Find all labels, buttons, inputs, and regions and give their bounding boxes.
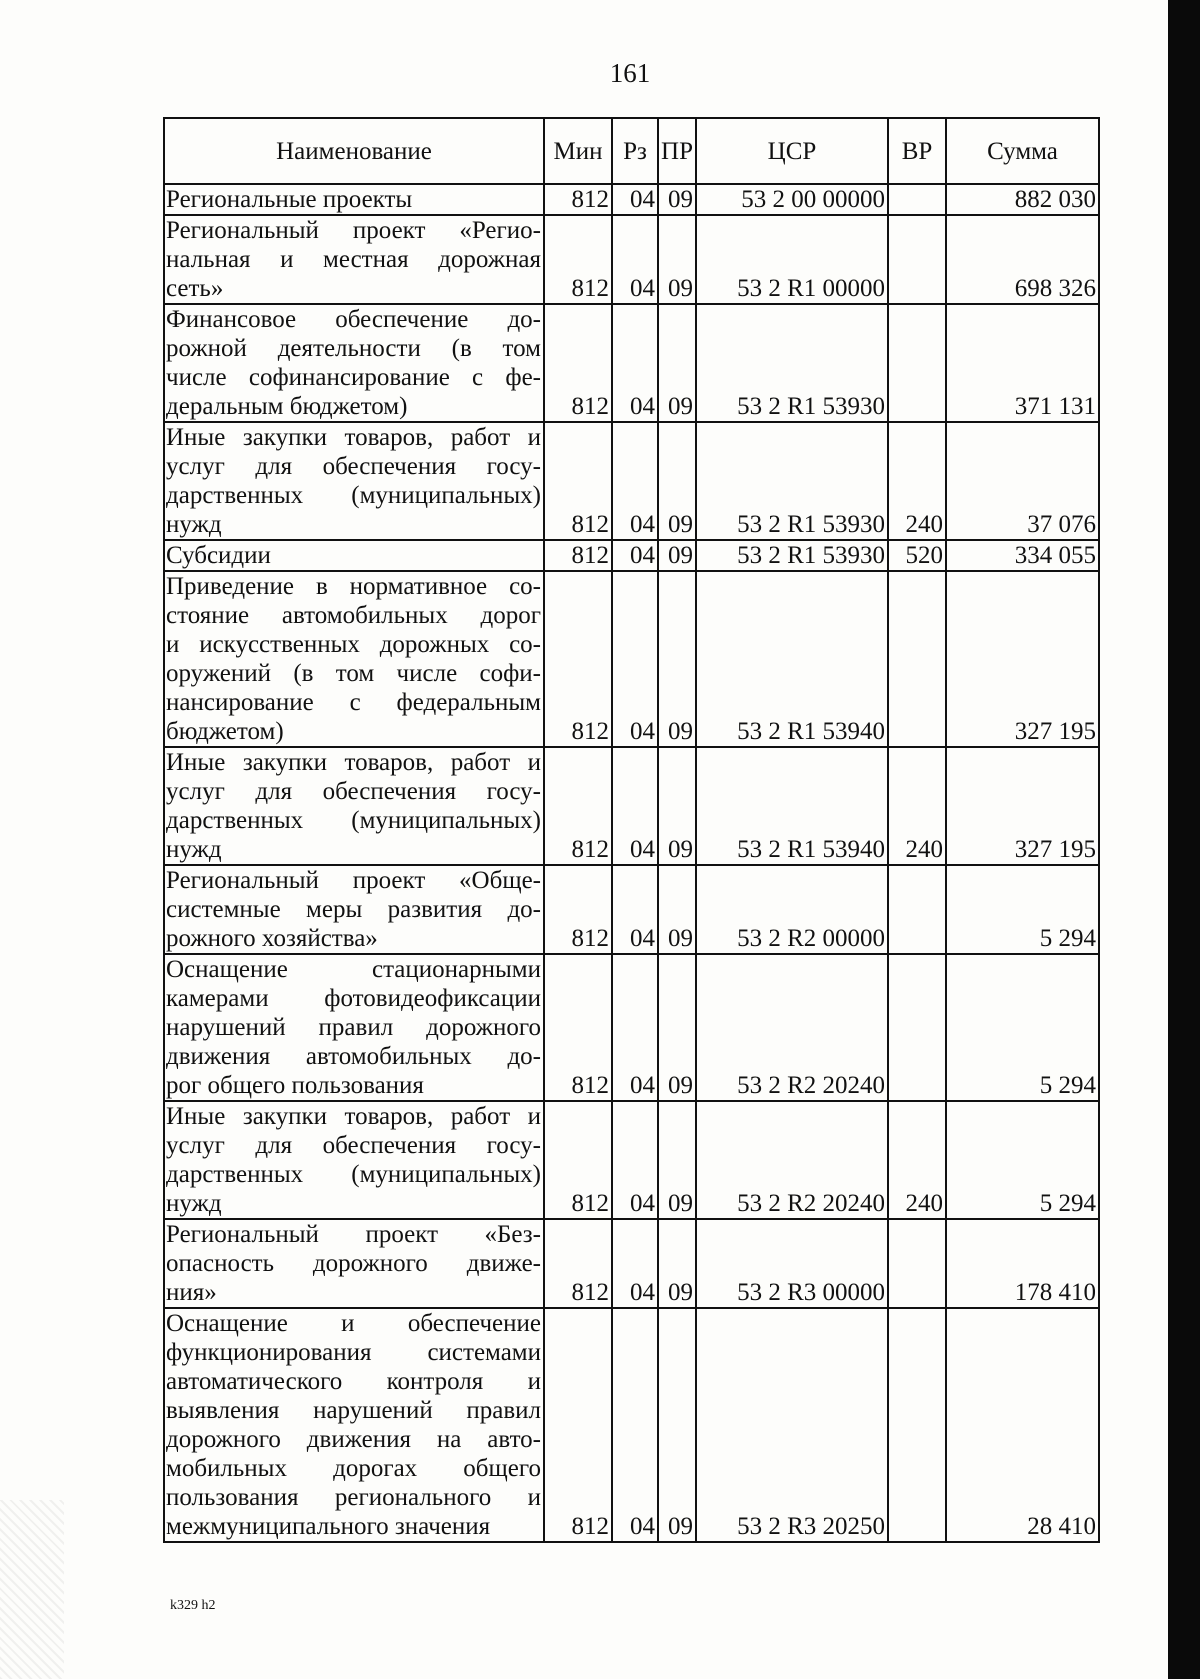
row-csr: 53 2 R1 53930 <box>696 540 888 571</box>
row-vr: 240 <box>888 422 946 540</box>
row-pr: 09 <box>658 1308 696 1542</box>
row-csr: 53 2 R2 20240 <box>696 1101 888 1219</box>
row-vr <box>888 571 946 747</box>
row-sum: 327 195 <box>946 747 1099 865</box>
row-name-line: нарушений правил дорожного <box>166 1014 541 1041</box>
row-sum: 371 131 <box>946 304 1099 422</box>
row-vr <box>888 184 946 215</box>
row-name-line: Иные закупки товаров, работ и <box>166 749 541 776</box>
row-sum: 334 055 <box>946 540 1099 571</box>
row-rz: 04 <box>612 1308 658 1542</box>
row-name-line: Оснащение стационарными <box>166 956 541 983</box>
row-name <box>164 954 544 1101</box>
row-name-line: камерами фотовидеофиксации <box>166 985 541 1012</box>
table-row <box>164 1101 1099 1219</box>
row-name-line: Региональный проект «Без- <box>166 1221 541 1248</box>
row-csr: 53 2 R2 20240 <box>696 954 888 1101</box>
row-min: 812 <box>544 747 612 865</box>
scan-edge-strip <box>1168 0 1200 1679</box>
row-name-line: сеть» <box>166 275 224 302</box>
row-name-line: нужд <box>166 836 222 863</box>
row-name-line: услуг для обеспечения госу- <box>166 778 541 805</box>
row-pr: 09 <box>658 304 696 422</box>
row-rz: 04 <box>612 865 658 954</box>
row-name-line: Региональный проект «Обще- <box>166 867 541 894</box>
row-vr <box>888 1308 946 1542</box>
row-name-line: оружений (в том числе софи- <box>166 660 541 687</box>
row-csr: 53 2 R2 00000 <box>696 865 888 954</box>
row-name-line: рожного хозяйства» <box>166 925 378 952</box>
row-rz: 04 <box>612 422 658 540</box>
row-sum: 5 294 <box>946 865 1099 954</box>
row-name-line: дарственных (муниципальных) <box>166 807 541 834</box>
row-name-line: нансирование с федеральным <box>166 689 541 716</box>
row-name-line: дарственных (муниципальных) <box>166 482 541 509</box>
row-name <box>164 1219 544 1308</box>
row-vr <box>888 215 946 304</box>
row-name-line: и искусственных дорожных со- <box>166 631 541 658</box>
row-csr: 53 2 R3 20250 <box>696 1308 888 1542</box>
header-vr: ВР <box>888 118 946 184</box>
row-name-line: нальная и местная дорожная <box>166 246 541 273</box>
row-name <box>164 304 544 422</box>
row-name-line: нужд <box>166 511 222 538</box>
row-name-line: Субсидии <box>166 542 271 569</box>
row-name <box>164 747 544 865</box>
table-row <box>164 215 1099 304</box>
row-min: 812 <box>544 540 612 571</box>
row-min: 812 <box>544 865 612 954</box>
row-name <box>164 865 544 954</box>
table-row <box>164 571 1099 747</box>
row-name-line: рог общего пользования <box>166 1072 424 1099</box>
table-row <box>164 184 1099 215</box>
row-name-line: дорожного движения на авто- <box>166 1426 541 1453</box>
row-min: 812 <box>544 304 612 422</box>
row-name-line: деральным бюджетом) <box>166 393 408 420</box>
scan-noise <box>0 1500 64 1679</box>
row-name <box>164 571 544 747</box>
header-name: Наименование <box>164 118 544 184</box>
row-name-line: бюджетом) <box>166 718 284 745</box>
budget-table <box>163 117 1100 1543</box>
row-vr <box>888 304 946 422</box>
row-name-line: рожной деятельности (в том <box>166 335 541 362</box>
row-pr: 09 <box>658 954 696 1101</box>
row-name-line: Региональные проекты <box>166 186 413 213</box>
row-rz: 04 <box>612 304 658 422</box>
row-rz: 04 <box>612 215 658 304</box>
row-min: 812 <box>544 1308 612 1542</box>
row-pr: 09 <box>658 865 696 954</box>
row-name <box>164 184 544 215</box>
table-row <box>164 747 1099 865</box>
row-csr: 53 2 R1 53940 <box>696 747 888 865</box>
row-sum: 882 030 <box>946 184 1099 215</box>
header-sum: Сумма <box>946 118 1099 184</box>
row-min: 812 <box>544 1219 612 1308</box>
row-name-line: Иные закупки товаров, работ и <box>166 424 541 451</box>
row-name-line: функционирования системами <box>166 1339 541 1366</box>
table-row <box>164 1219 1099 1308</box>
header-rz: Рз <box>612 118 658 184</box>
row-rz: 04 <box>612 747 658 865</box>
row-name-line: Региональный проект «Регио- <box>166 217 541 244</box>
row-rz: 04 <box>612 540 658 571</box>
row-vr <box>888 865 946 954</box>
row-pr: 09 <box>658 215 696 304</box>
row-min: 812 <box>544 954 612 1101</box>
row-rz: 04 <box>612 1219 658 1308</box>
row-pr: 09 <box>658 422 696 540</box>
row-min: 812 <box>544 422 612 540</box>
row-min: 812 <box>544 571 612 747</box>
row-name-line: услуг для обеспечения госу- <box>166 453 541 480</box>
row-name-line: Финансовое обеспечение до- <box>166 306 541 333</box>
row-name-line: Оснащение и обеспечение <box>166 1310 541 1337</box>
footer-code: k329 h2 <box>170 1598 216 1613</box>
row-name-line: стояние автомобильных дорог <box>166 602 541 629</box>
row-csr: 53 2 00 00000 <box>696 184 888 215</box>
page-number: 161 <box>609 58 651 88</box>
row-name-line: межмуниципального значения <box>166 1513 491 1540</box>
table-body <box>164 184 1099 1542</box>
row-name-line: ния» <box>166 1279 217 1306</box>
header-csr: ЦСР <box>696 118 888 184</box>
row-csr: 53 2 R1 53930 <box>696 422 888 540</box>
row-sum: 327 195 <box>946 571 1099 747</box>
row-csr: 53 2 R1 00000 <box>696 215 888 304</box>
row-min: 812 <box>544 184 612 215</box>
row-pr: 09 <box>658 1101 696 1219</box>
row-vr <box>888 1219 946 1308</box>
row-csr: 53 2 R3 00000 <box>696 1219 888 1308</box>
row-sum: 178 410 <box>946 1219 1099 1308</box>
row-name-line: дарственных (муниципальных) <box>166 1161 541 1188</box>
row-name <box>164 215 544 304</box>
row-name-line: мобильных дорогах общего <box>166 1455 541 1482</box>
table-row <box>164 865 1099 954</box>
row-name <box>164 1308 544 1542</box>
row-sum: 37 076 <box>946 422 1099 540</box>
row-name-line: пользования регионального и <box>166 1484 541 1511</box>
row-name-line: системные меры развития до- <box>166 896 541 923</box>
row-vr: 520 <box>888 540 946 571</box>
table-row <box>164 954 1099 1101</box>
table-row <box>164 304 1099 422</box>
row-name-line: опасность дорожного движе- <box>166 1250 541 1277</box>
header-pr: ПР <box>658 118 696 184</box>
row-rz: 04 <box>612 1101 658 1219</box>
row-rz: 04 <box>612 571 658 747</box>
row-vr: 240 <box>888 1101 946 1219</box>
row-csr: 53 2 R1 53930 <box>696 304 888 422</box>
row-min: 812 <box>544 1101 612 1219</box>
row-csr: 53 2 R1 53940 <box>696 571 888 747</box>
row-sum: 5 294 <box>946 954 1099 1101</box>
table-row <box>164 422 1099 540</box>
row-name-line: Иные закупки товаров, работ и <box>166 1103 541 1130</box>
row-pr: 09 <box>658 184 696 215</box>
row-sum: 28 410 <box>946 1308 1099 1542</box>
row-name <box>164 540 544 571</box>
row-vr: 240 <box>888 747 946 865</box>
row-rz: 04 <box>612 184 658 215</box>
table-row <box>164 540 1099 571</box>
row-name-line: выявления нарушений правил <box>166 1397 541 1424</box>
row-name <box>164 1101 544 1219</box>
row-name-line: автоматического контроля и <box>166 1368 541 1395</box>
row-name <box>164 422 544 540</box>
row-rz: 04 <box>612 954 658 1101</box>
row-pr: 09 <box>658 540 696 571</box>
row-pr: 09 <box>658 571 696 747</box>
row-name-line: нужд <box>166 1190 222 1217</box>
row-sum: 5 294 <box>946 1101 1099 1219</box>
table-header-row <box>164 118 1099 184</box>
row-name-line: услуг для обеспечения госу- <box>166 1132 541 1159</box>
row-min: 812 <box>544 215 612 304</box>
table-row <box>164 1308 1099 1542</box>
row-vr <box>888 954 946 1101</box>
row-name-line: движения автомобильных до- <box>166 1043 541 1070</box>
row-name-line: Приведение в нормативное со- <box>166 573 541 600</box>
row-name-line: числе софинансирование с фе- <box>166 364 541 391</box>
row-pr: 09 <box>658 1219 696 1308</box>
row-sum: 698 326 <box>946 215 1099 304</box>
header-min: Мин <box>544 118 612 184</box>
row-pr: 09 <box>658 747 696 865</box>
